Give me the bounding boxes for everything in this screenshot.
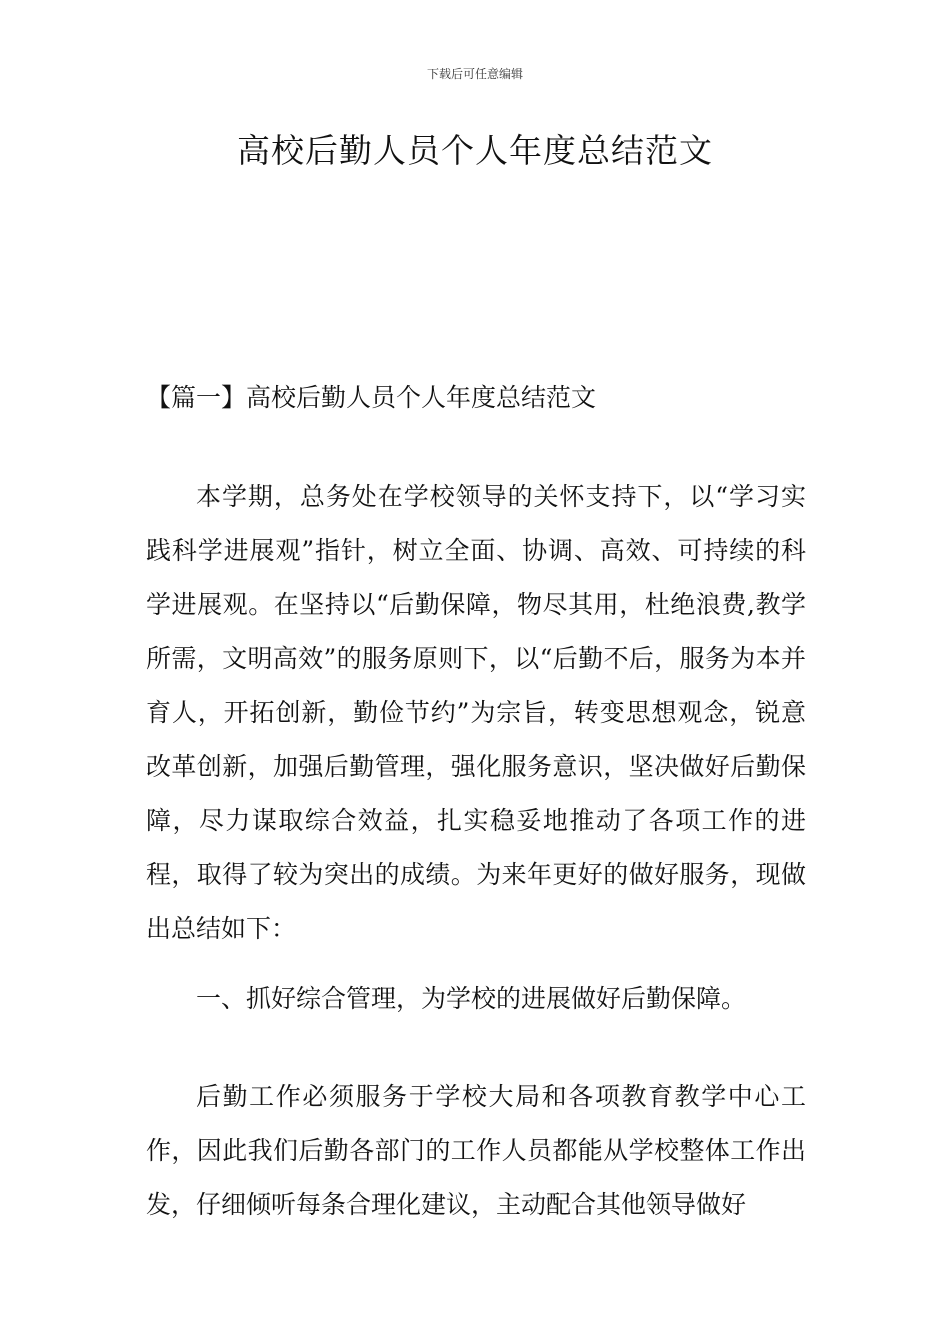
document-title: 高校后勤人员个人年度总结范文	[237, 131, 713, 170]
body-paragraph-2: 后勤工作必须服务于学校大局和各项教育教学中心工作，因此我们后勤各部门的工作人员都能从学校整体工作出发，仔细倾听每条合理化建议，主动配合其他领导做好	[146, 1082, 806, 1219]
header-note: 下载后可任意编辑	[426, 67, 523, 81]
body-paragraph-1: 本学期，总务处在学校领导的关怀支持下，以“学习实践科学进展观”指针，树立全面、协调、高效、可持续的科学进展观。在坚持以“后勤保障，物尽其用，杜绝浪费,教学所需，文明高效”的服务原则下，以“后勤不后，服务为本并育人，开拓创新，勤俭节约”为宗旨，转变思想观念，锐意改革创新，加强后勤管理，强化服务意识，坚决做好后勤保障，尽力谋取综合效益，扎实稳妥地推动了各项工作的进程，取得了较为突出的成绩。为来年更好的做好服务，现做出总结如下：	[146, 482, 806, 943]
section-heading: 【篇一】高校后勤人员个人年度总结范文	[146, 383, 597, 412]
sub-heading-1: 一、抓好综合管理，为学校的进展做好后勤保障。	[196, 984, 747, 1013]
